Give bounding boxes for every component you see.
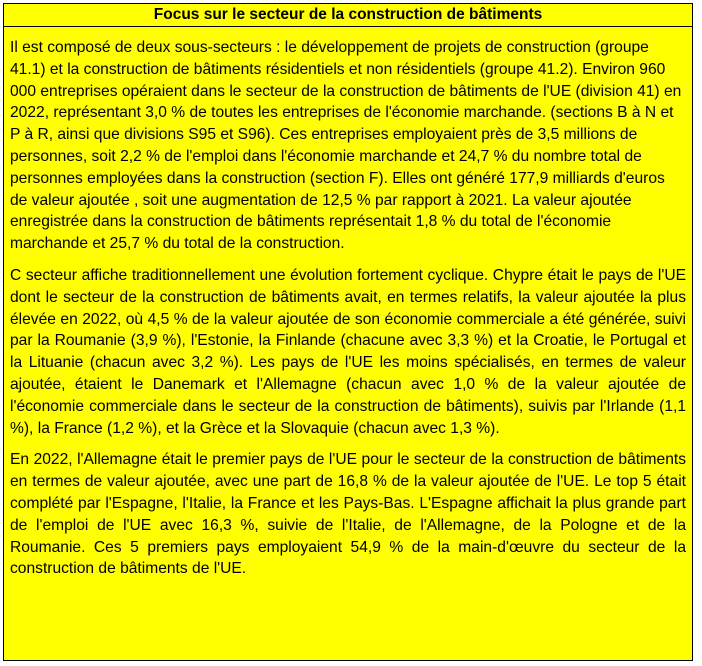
box-title: Focus sur le secteur de la construction de bâtiments xyxy=(4,4,692,27)
paragraph-subsectors: Il est composé de deux sous-secteurs : le développement de projets de construction (groupe 41.1) et la construction de bâtiments résidentiels et non résidentiels (groupe 41.2). Environ 960 000 entreprises opéraient dans le secteur de la construction de bâtiments de l'UE (division 41) en 2022, représentant 3,0 % de toutes les entreprises de l'économie marchande. (sections B à N et P à R, ainsi que divisions S95 et S96). Ces entreprises employaient près de 3,5 millions de personnes, soit 2,2 % de l'emploi dans l'économie marchande et 24,7 % du nombre total de personnes employées dans la construction (section F). Elles ont généré 177,9 milliards d'euros de valeur ajoutée , soit une augmentation de 12,5 % par rapport à 2021. La valeur ajoutée enregistrée dans la construction de bâtiments représentait 1,8 % du total de l'économie marchande et 25,7 % du total de la construction. xyxy=(10,39,682,253)
focus-box xyxy=(3,3,693,661)
paragraph-cyclical: C secteur affiche traditionnellement une évolution fortement cyclique. Chypre était le pays de l'UE dont le secteur de la construction de bâtiments avait, en termes relatifs, la valeur ajoutée la plus élevée en 2022, où 4,5 % de la valeur ajoutée de son économie commerciale a été générée, suivi par la Roumanie (3,9 %), l'Estonie, la Finlande (chacune avec 3,3 %) et la Croatie, le Portugal et la Lituanie (chacun avec 3,2 %). Les pays de l'UE les moins spécialisés, en termes de valeur ajoutée, étaient le Danemark et l'Allemagne (chacun avec 1,0 % de la valeur ajoutée de l'économie commerciale dans le secteur de la construction de bâtiments), suivis par l'Irlande (1,1 %), la France (1,2 %), et la Grèce et la Slovaquie (chacun avec 1,3 %). xyxy=(10,266,686,437)
box-content xyxy=(4,27,692,580)
paragraph-top-countries: En 2022, l'Allemagne était le premier pays de l'UE pour le secteur de la construction de bâtiments en termes de valeur ajoutée, avec une part de 16,8 % de la valeur ajoutée de l'UE. Le top 5 était complété par l'Espagne, l'Italie, la France et les Pays-Bas. L'Espagne affichait la plus grande part de l'emploi de l'UE avec 16,3 %, suivie de l'Italie, de l'Allemagne, de la Pologne et de la Roumanie. Ces 5 premiers pays employaient 54,9 % de la main-d'œuvre du secteur de la construction de bâtiments de l'UE. xyxy=(10,451,686,578)
